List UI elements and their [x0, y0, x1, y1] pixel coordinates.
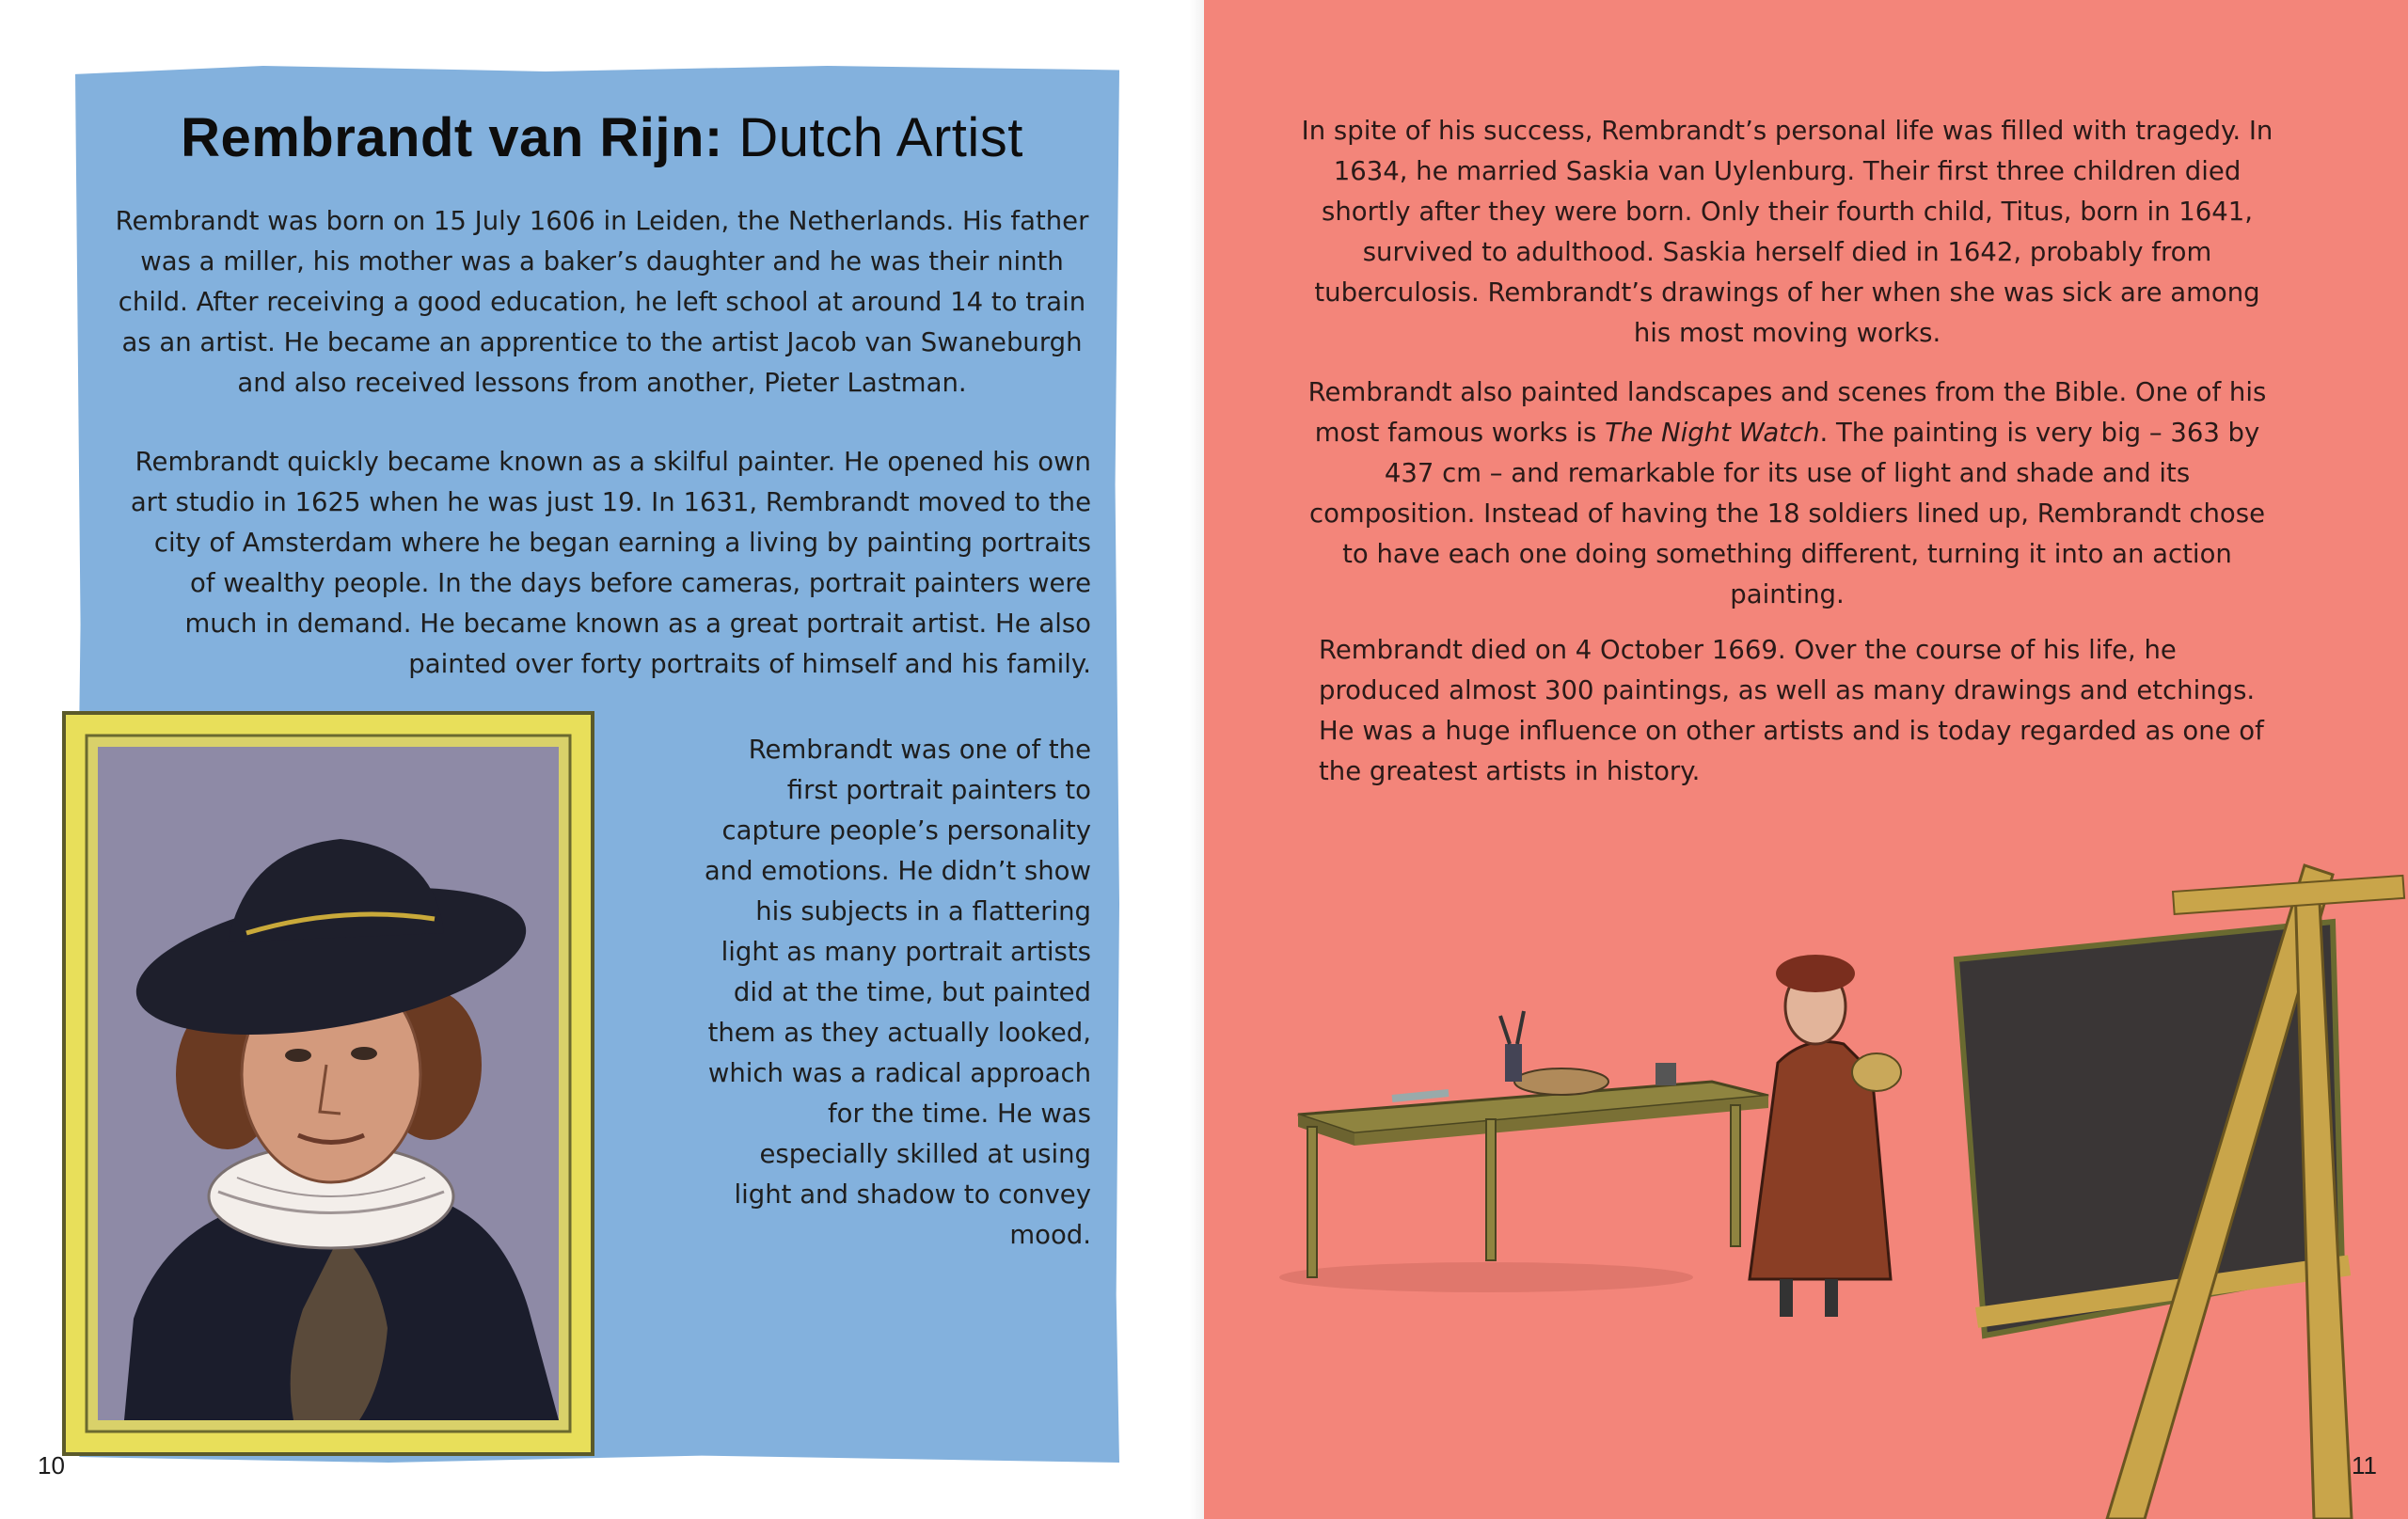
page-number-left: 10 — [38, 1451, 65, 1479]
paragraph-early-life: Rembrandt was born on 15 July 1606 in Leiden, the Netherlands. His father was a miller, his mother was a baker’s daughter and he was their ninth child. After receiving a good education, he left school at around 14 to train as an artist. He became an apprentice to the artist Jacob van Swaneburgh and also received lessons from another, Pieter Lastman. — [115, 206, 1089, 398]
night-watch-text-before: Rembrandt also painted landscapes and scenes from the Bible. One of his most famous works is — [1307, 377, 2267, 448]
artist-studio-illustration — [1204, 847, 2408, 1519]
framed-portrait-illustration — [58, 707, 598, 1460]
night-watch-title: The Night Watch — [1605, 418, 1820, 448]
paragraph-legacy: Rembrandt died on 4 October 1669. Over the course of his life, he produced almost 300 paintings, as well as many drawings and etchings. He was a huge influence on other artists and is today regarded as one of the greatest artists in history. — [1319, 635, 2264, 786]
page-title — [0, 105, 1204, 171]
night-watch-text-after: . The painting is very big – 363 by 437 cm – and remarkable for its use of light and shade and its composition. Instead of having the 18 soldiers lined up, Rembrandt chose to have each one doing something different, turning it into an action painting. — [1308, 418, 2266, 609]
right-page — [1204, 0, 2408, 1519]
paragraph-style: Rembrandt was one of the first portrait painters to capture people’s personality and emotions. He didn’t show his subjects in a flattering light as many portrait artists did at the time, but painted them as they actually looked, which was a radical approach for the time. He was especially skilled at using light and shadow to convey mood. — [704, 735, 1091, 1250]
page-number-right: 11 — [2352, 1451, 2377, 1479]
title-name: Rembrandt van Rijn: — [181, 107, 723, 168]
paragraph-night-watch — [1298, 372, 2276, 615]
paragraph-career: Rembrandt quickly became known as a skilful painter. He opened his own art studio in 1625 when he was just 19. In 1631, Rembrandt moved to the city of Amsterdam where he began earning a living by painting portraits of wealthy people. In the days before cameras, portrait painters were much in demand. He became known as a great portrait artist. He also painted over forty portraits of himself and his family. — [130, 447, 1091, 679]
paragraph-personal-life: In spite of his success, Rembrandt’s personal life was filled with tragedy. In 1634, he married Saskia van Uylenburg. Their first three children died shortly after they were born. Only their fourth child, Titus, born in 1641, survived to adulthood. Saskia herself died in 1642, probably from tuberculosis. Rembrandt’s drawings of her when she was sick are among his most moving works. — [1301, 116, 2273, 348]
title-subtitle: Dutch Artist — [738, 107, 1023, 168]
